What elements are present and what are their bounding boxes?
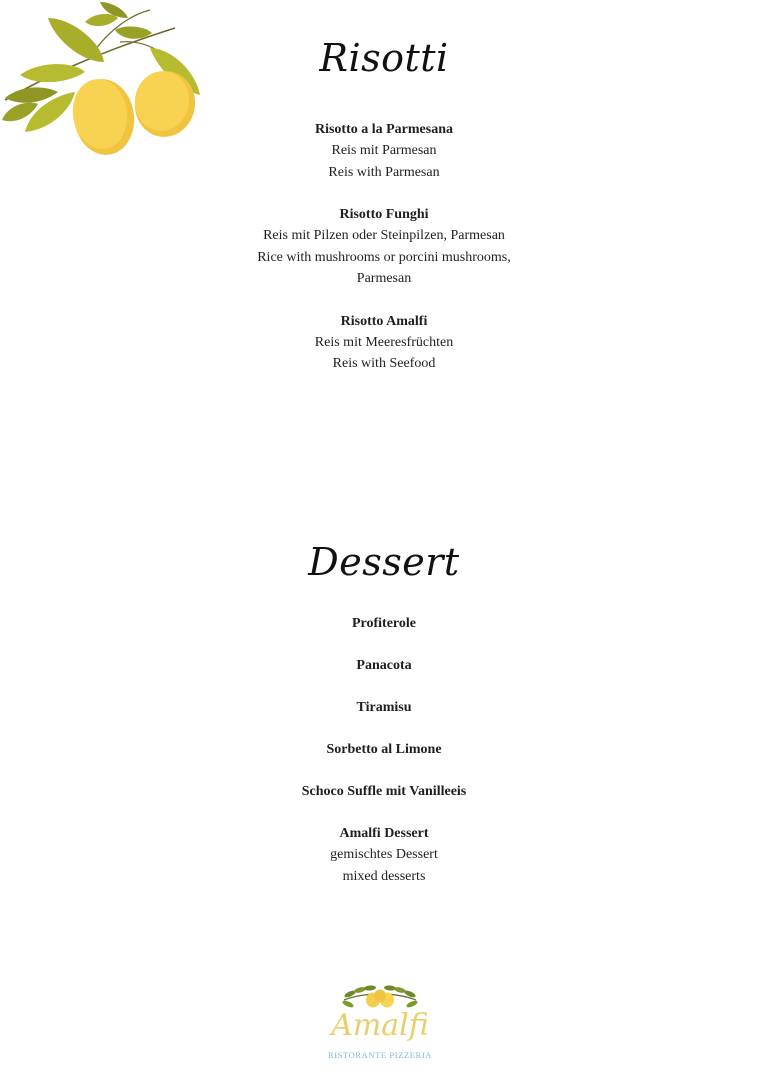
dessert-list [0,613,768,908]
menu-item [0,781,768,802]
menu-item-name: Profiterole [351,616,416,631]
menu-item-description: Rice with mushrooms or porcini mushrooms, [257,249,511,265]
olive-branch-icon [320,978,440,1012]
restaurant-logo [320,978,440,1068]
menu-item [0,823,768,887]
menu-item-name: Tiramisu [356,700,412,715]
menu-item [0,311,768,375]
menu-item-name: Sorbetto al Limone [326,742,442,757]
menu-item-name: Panacota [356,658,412,673]
menu-item-description: Reis with Seefood [332,356,436,371]
menu-item-name: Schoco Suffle mit Vanilleeis [301,784,467,799]
risotti-list [0,119,768,396]
menu-item [0,613,768,634]
logo-name: Amalfi [331,1008,429,1043]
section-title-dessert: Dessert [308,540,460,584]
menu-item [0,119,768,183]
menu-item-description: Reis with Parmesan [328,164,440,180]
menu-item-description: gemischtes Dessert [330,847,438,862]
menu-item [0,655,768,676]
menu-item-name: Risotto a la Parmesana [314,122,454,137]
menu-item-name: Risotto Amalfi [340,313,428,329]
logo-subtitle: RISTORANTE PIZZERIA [327,1050,433,1060]
menu-item [0,739,768,760]
menu-item-name: Amalfi Dessert [339,826,429,841]
menu-item-description: Parmesan [356,271,412,286]
section-title-risotti: Risotti [319,36,449,80]
menu-item-name: Risotto Funghi [339,207,429,222]
menu-item [0,697,768,718]
menu-item-description: mixed desserts [342,868,426,884]
menu-item-description: Reis mit Pilzen oder Steinpilzen, Parmesan [263,228,505,243]
menu-item [0,204,768,290]
menu-item-description: Reis mit Parmesan [331,143,437,158]
menu-item-description: Reis mit Meeresfrüchten [314,334,454,350]
